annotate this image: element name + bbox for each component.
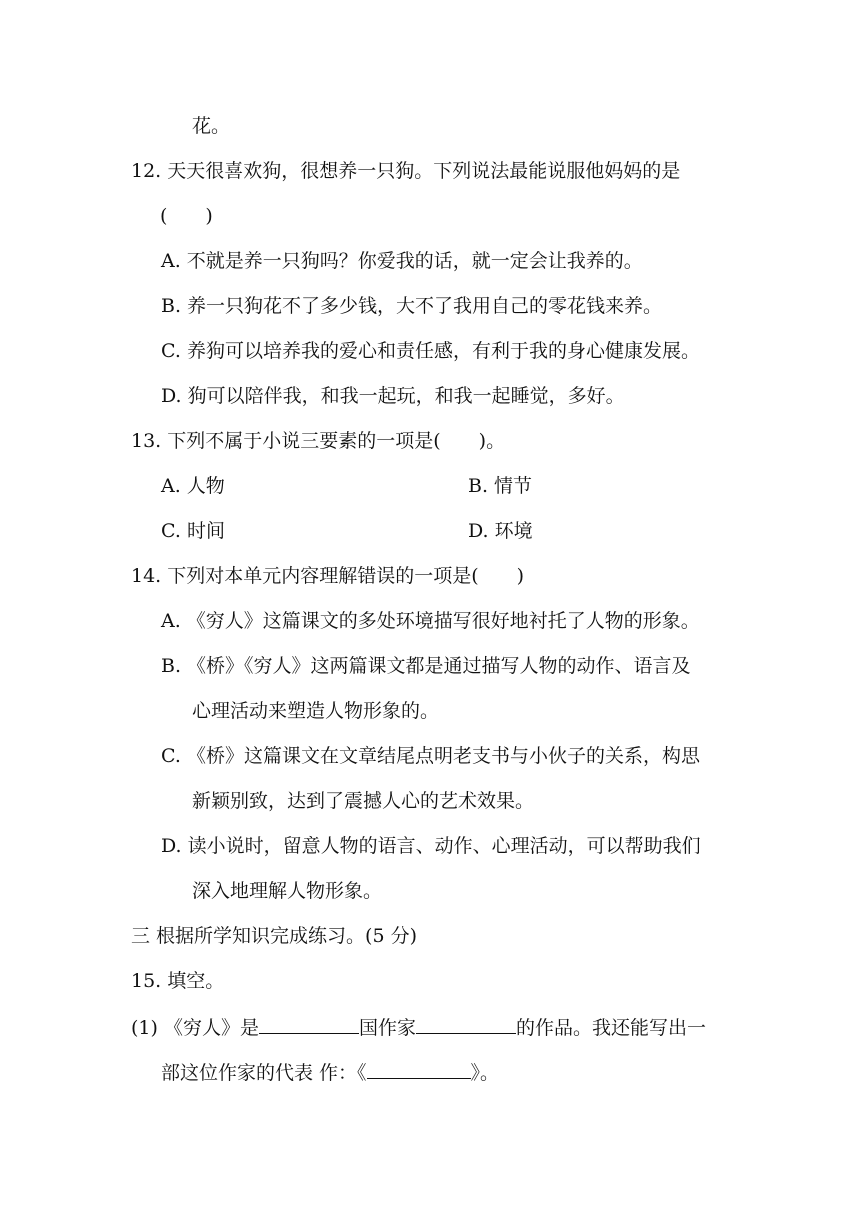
q15-part1-prefix: (1) 《穷人》是	[131, 1017, 259, 1039]
q13-option-a: A. 人物	[161, 475, 225, 497]
section-3-heading: 三 根据所学知识完成练习。(5 分)	[131, 925, 417, 947]
q12-answer-paren: ( )	[160, 205, 213, 227]
q15-part1-line2-suffix: 》。	[470, 1062, 500, 1084]
country-blank[interactable]	[259, 1013, 359, 1034]
q13-stem: 13. 下列不属于小说三要素的一项是( )。	[131, 430, 506, 452]
work-blank[interactable]	[367, 1058, 471, 1079]
q14-option-d-cont: 深入地理解人物形象。	[192, 880, 383, 902]
q15-part1-cont	[161, 1058, 499, 1086]
q15-part1	[131, 1013, 706, 1041]
q12-option-c: C. 养狗可以培养我的爱心和责任感，有利于我的身心健康发展。	[161, 340, 700, 362]
q11-tail: 花。	[192, 115, 231, 137]
q14-option-d: D. 读小说时，留意人物的语言、动作、心理活动，可以帮助我们	[161, 835, 701, 857]
q15-stem: 15. 填空。	[131, 970, 225, 992]
q14-option-b: B. 《桥》《穷人》这两篇课文都是通过描写人物的动作、语言及	[161, 655, 691, 677]
q15-part1-line2-prefix: 部这位作家的代表 作：《	[161, 1062, 367, 1084]
q14-option-a: A. 《穷人》这篇课文的多处环境描写很好地衬托了人物的形象。	[161, 610, 700, 632]
q13-option-b: B. 情节	[468, 475, 533, 497]
q12-option-b: B. 养一只狗花不了多少钱，大不了我用自己的零花钱来养。	[161, 295, 663, 317]
q12-stem: 12. 天天很喜欢狗，很想养一只狗。下列说法最能说服他妈妈的是	[131, 160, 681, 182]
q12-option-d: D. 狗可以陪伴我，和我一起玩，和我一起睡觉，多好。	[161, 385, 625, 407]
q13-option-c: C. 时间	[161, 520, 225, 542]
q12-option-a: A. 不就是养一只狗吗？你爱我的话，就一定会让我养的。	[161, 250, 643, 272]
q15-part1-suffix: 的作品。我还能写出一	[515, 1017, 706, 1039]
q15-part1-mid: 国作家	[358, 1017, 416, 1039]
q14-option-c-cont: 新颖别致，达到了震撼人心的艺术效果。	[192, 790, 535, 812]
q14-stem: 14. 下列对本单元内容理解错误的一项是( )	[131, 565, 525, 587]
q14-option-c: C. 《桥》这篇课文在文章结尾点明老支书与小伙子的关系，构思	[161, 745, 700, 767]
q14-option-b-cont: 心理活动来塑造人物形象的。	[192, 700, 440, 722]
author-blank[interactable]	[416, 1013, 516, 1034]
q13-option-d: D. 环境	[468, 520, 533, 542]
